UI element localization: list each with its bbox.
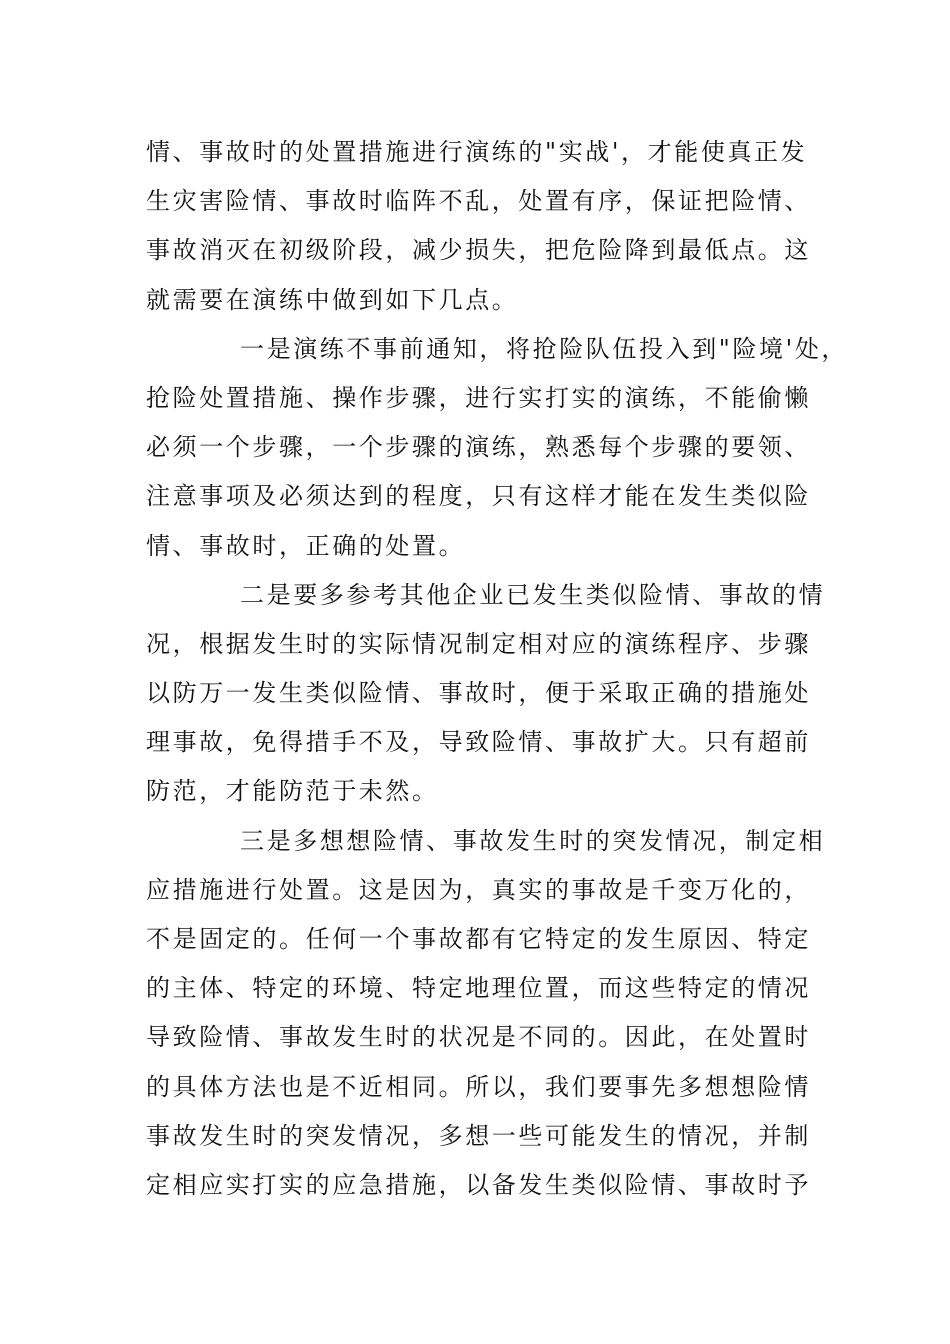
text-line: 必须一个步骤，一个步骤的演练，熟悉每个步骤的要领、 [146, 433, 811, 462]
paragraph-start-line: 二是要多参考其他企业已发生类似险情、事故的情 [240, 580, 826, 609]
document-body [146, 128, 849, 1210]
text-line: 以防万一发生类似险情、事故时，便于采取正确的措施处 [146, 679, 811, 708]
text-line: 生灾害险情、事故时临阵不乱，处置有序，保证把险情、 [146, 187, 811, 216]
text-line: 防范，才能防范于未然。 [146, 777, 439, 806]
text-line: 事故消灭在初级阶段，减少损失，把危险降到最低点。这 [146, 236, 811, 265]
text-line: 应措施进行处置。这是因为，真实的事故是千变万化的， [146, 875, 811, 904]
text-line: 不是固定的。任何一个事故都有它特定的发生原因、特定 [146, 925, 811, 953]
text-line: 定相应实打实的应急措施，以备发生类似险情、事故时予 [146, 1170, 811, 1199]
text-line: 事故发生时的突发情况，多想一些可能发生的情况，并制 [146, 1121, 811, 1150]
text-line: 注意事项及必须达到的程度，只有这样才能在发生类似险 [146, 482, 811, 511]
text-line: 就需要在演练中做到如下几点。 [146, 285, 519, 314]
text-line: 情、事故时，正确的处置。 [146, 531, 466, 560]
text-line: 的具体方法也是不近相同。所以，我们要事先多想想险情 [146, 1072, 811, 1101]
text-line: 况，根据发生时的实际情况制定相对应的演练程序、步骤 [146, 629, 811, 658]
text-line: 抢险处置措施、操作步骤，进行实打实的演练，不能偷懒 [146, 383, 811, 412]
paragraph-start-line: 一是演练不事前通知，将抢险队伍投入到"险境'处， [240, 334, 849, 363]
text-line: 理事故，免得措手不及，导致险情、事故扩大。只有超前 [146, 728, 811, 757]
text-line: 导致险情、事故发生时的状况是不同的。因此，在处置时 [146, 1023, 811, 1052]
text-line: 情、事故时的处置措施进行演练的"实战'，才能使真正发 [146, 138, 808, 166]
text-line: 的主体、特定的环境、特定地理位置，而这些特定的情况 [146, 974, 811, 1003]
paragraph-start-line: 三是多想想险情、事故发生时的突发情况，制定相 [240, 826, 826, 855]
